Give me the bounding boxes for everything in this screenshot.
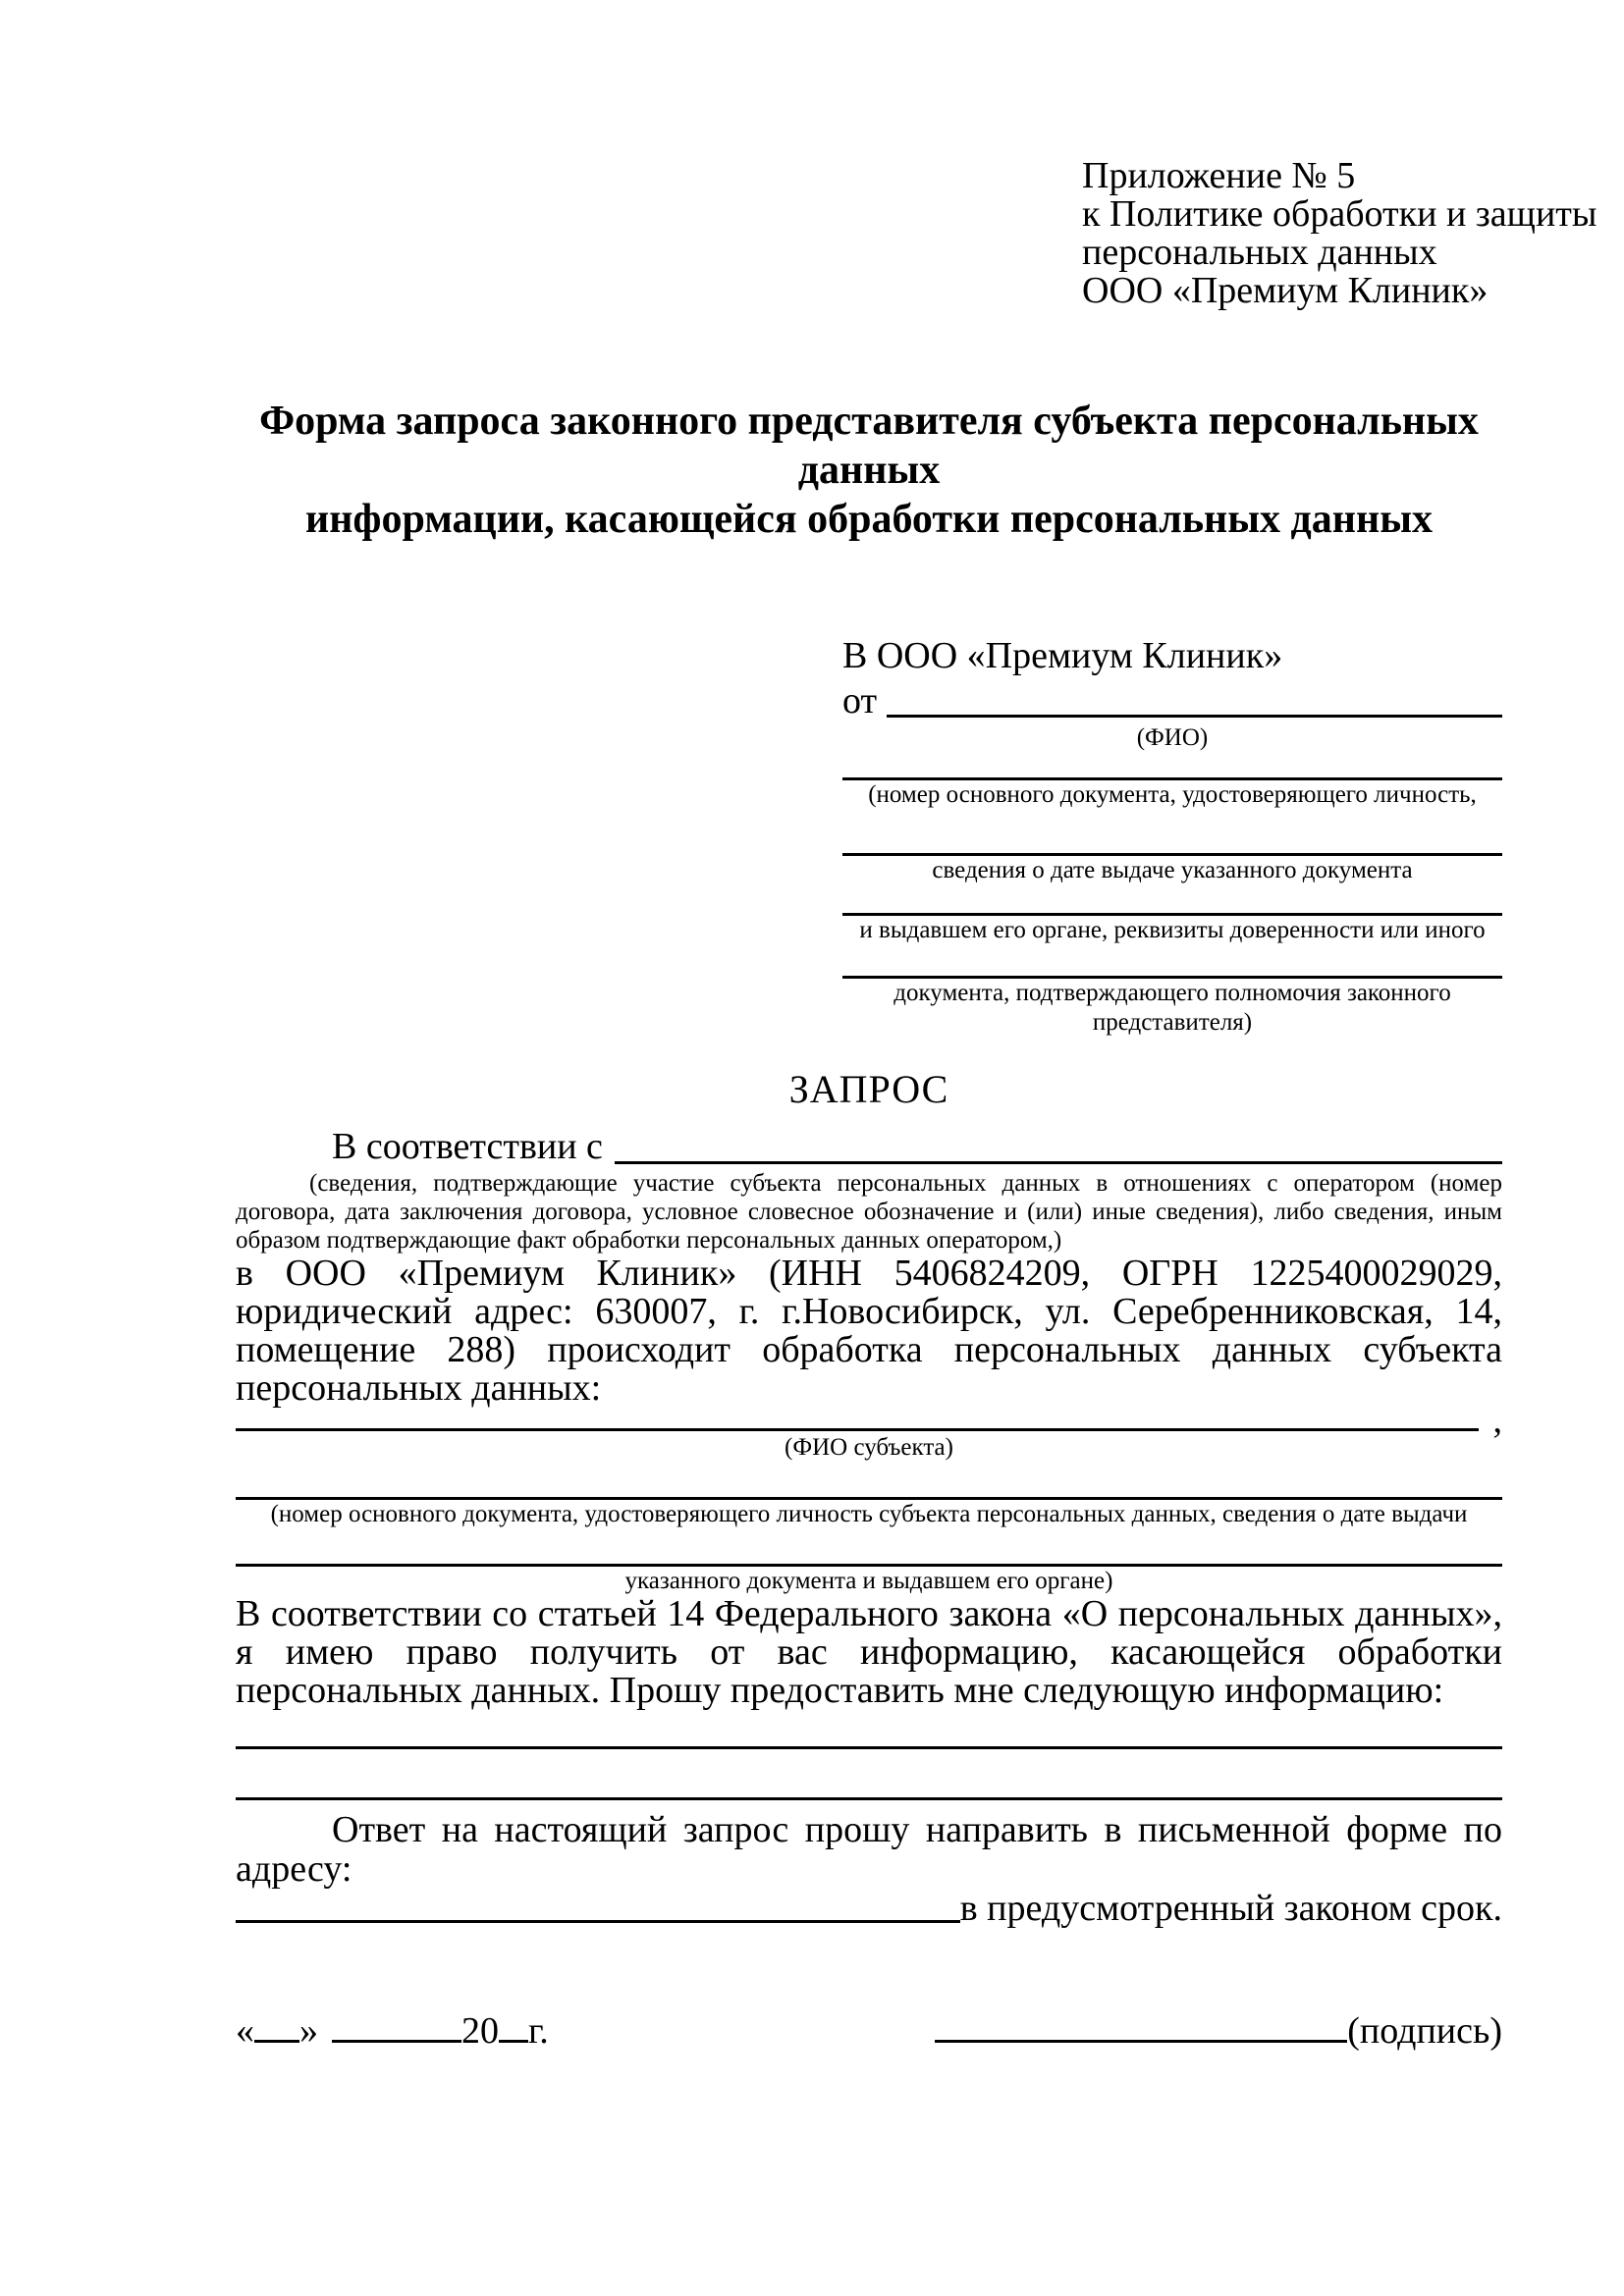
doc-blank-line-4 (842, 945, 1502, 979)
info-blank-line-1 (236, 1710, 1502, 1749)
recipient-to: В ООО «Премиум Клиник» (842, 635, 1283, 676)
subject-doc-blank-line-1 (236, 1462, 1502, 1500)
date-year-prefix: 20 (461, 2010, 499, 2052)
subject-fio-row (236, 1400, 1502, 1441)
date-day-blank (254, 2013, 299, 2043)
document-title-line2: информации, касающейся обработки персональных данных (305, 497, 1433, 542)
doc-caption-2: сведения о дате выдаче указанного документа (932, 857, 1413, 883)
signature-blank-line (935, 2013, 1347, 2043)
fio-caption: (ФИО) (1136, 724, 1209, 751)
appendix-block (1082, 155, 1597, 311)
reply-address-blank-line (236, 1913, 960, 1923)
info-blank-line-2 (236, 1749, 1502, 1800)
appendix-line: к Политике обработки и защиты (1082, 193, 1597, 235)
subject-doc-caption-1: (номер основного документа, удостоверяющего личность субъекта персональных данных, сведения о дате выдачи (270, 1501, 1468, 1527)
date-field (236, 2008, 549, 2054)
from-row (842, 678, 1502, 723)
operator-paragraph: в ООО «Премиум Клиник» (ИНН 5406824209, ОГРН 1225400029029, юридический адрес: 630007, г. г.Новосибирск, ул. Серебренниковская, 14, помещение 288) происходит обработка персональных данных субъекта персональных данных: (236, 1253, 1502, 1409)
appendix-line: персональных данных (1082, 232, 1437, 273)
document-title (236, 397, 1502, 544)
date-year-suffix: г. (528, 2010, 549, 2052)
doc-caption-1: (номер основного документа, удостоверяющего личность, (868, 781, 1477, 808)
request-heading: ЗАПРОС (788, 1067, 949, 1111)
signature-field (935, 2008, 1502, 2054)
reply-suffix: в предусмотренный законом срок. (959, 1888, 1502, 1929)
doc-blank-line-3 (842, 885, 1502, 916)
from-label: от (842, 680, 878, 721)
fio-blank-line (887, 708, 1502, 718)
doc-blank-line-2 (842, 810, 1502, 856)
intro-row (236, 1124, 1502, 1169)
appendix-line: ООО «Премиум Клиник» (1082, 270, 1489, 311)
trailing-comma: , (1492, 1400, 1502, 1441)
doc-caption-3: и выдавшем его органе, реквизиты доверенности или иного (859, 917, 1486, 943)
law-paragraph: В соответствии со статьей 14 Федерального закона «О персональных данных», я имею право получить от вас информацию, касающейся обработки персональных данных. Прошу предоставить мне следующую информацию: (236, 1593, 1502, 1711)
doc-caption-4: документа, подтверждающего полномочия законного представителя) (893, 980, 1451, 1036)
intro-caption: (сведения, подтверждающие участие субъекта персональных данных в отношениях с оператором (номер договора, дата заключения договора, условное словесное обозначение и (или) иные сведения), либо сведения, иным образом подтверждающие факт обработки персональных данных оператором,) (236, 1170, 1502, 1254)
footer-row (236, 2008, 1502, 2054)
intro-blank-line (615, 1154, 1502, 1164)
appendix-line: Приложение № 5 (1082, 155, 1356, 196)
recipient-block (842, 633, 1502, 1038)
date-quote-close: » (299, 2010, 318, 2052)
date-year-blank (499, 2013, 528, 2043)
doc-blank-line-1 (842, 753, 1502, 780)
subject-fio-caption: (ФИО субъекта) (785, 1434, 953, 1461)
date-month-blank (332, 2013, 461, 2043)
document-title-line1: Форма запроса законного представителя субъекта персональных данных (259, 399, 1479, 493)
signature-caption: (подпись) (1347, 2010, 1502, 2052)
reply-paragraph: Ответ на настоящий запрос прошу направить в письменной форме по адресу: (236, 1809, 1502, 1890)
date-quote-open: « (236, 2010, 254, 2052)
subject-doc-caption-2: указанного документа и выдавшем его органе) (624, 1568, 1113, 1594)
reply-address-row (236, 1889, 1502, 1928)
intro-prefix: В соответствии с (332, 1126, 603, 1167)
subject-fio-blank-line (236, 1421, 1479, 1431)
subject-doc-blank-line-2 (236, 1528, 1502, 1567)
